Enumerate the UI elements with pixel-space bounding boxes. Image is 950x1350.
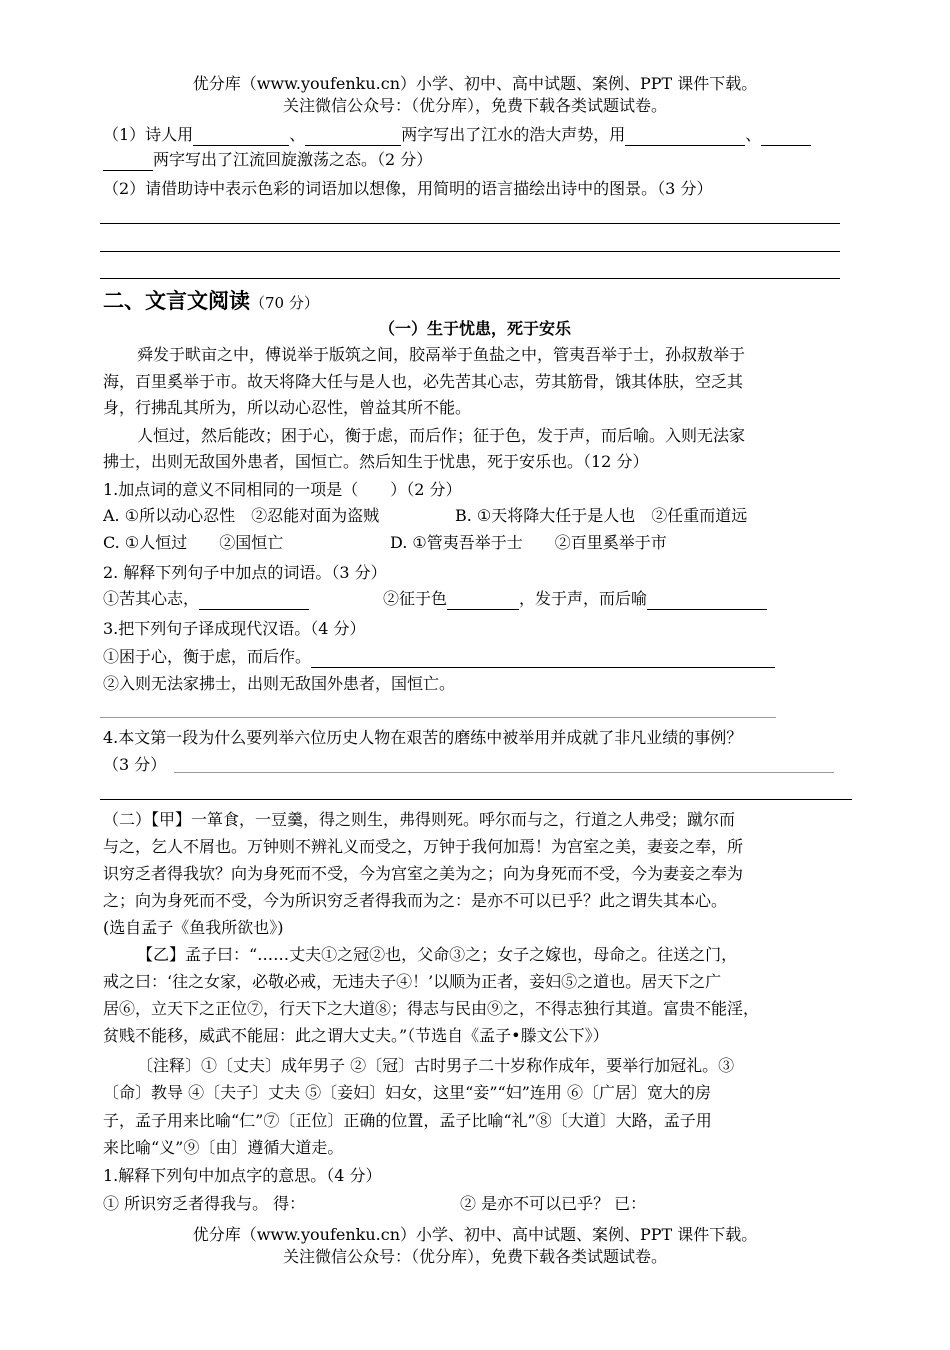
footer-line-1: 优分库（www.youfenku.cn）小学、初中、高中试题、案例、PPT 课件下载。 — [192, 1225, 758, 1244]
option-c: C. ①人恒过 ②国恒亡 — [103, 533, 284, 552]
header-line-2: 关注微信公众号：（优分库），免费下载各类试题试卷。 — [282, 96, 667, 115]
note-line: 子，孟子用来比喻“仁”⑦〔正位〕正确的位置，孟子比喻“礼”⑧〔大道〕大路，孟子用 — [103, 1111, 712, 1130]
passage-line: 身，行拂乱其所为，所以动心忍性，曾益其所不能。 — [103, 398, 472, 417]
note-line: 来比喻“义”⑨〔由〕遵循大道走。 — [103, 1138, 344, 1157]
question-2: 2. 解释下列句子中加点的词语。（3 分） — [103, 563, 387, 582]
question-2-item-2: ②征于色 ，发于声，而后喻 — [383, 588, 767, 610]
part1-title: （一）生于忧患，死于安乐 — [378, 319, 571, 338]
part2-line: 与之，乞人不屑也。万钟则不辨礼义而受之，万钟于我何加焉！为宫室之美，妻妾之奉，所 — [103, 837, 744, 856]
option-b: B. ①天将降大任于是人也 ②任重而道远 — [455, 506, 748, 525]
header-line-1: 优分库（www.youfenku.cn）小学、初中、高中试题、案例、PPT 课件下载。 — [192, 74, 758, 93]
part2-line: 之；向为身死而不受，今为所识穷乏者得我而为之：是亦不可以已乎？此之谓失其本心。 — [103, 891, 728, 910]
question-3-item-1: ①困于心，衡于虑，而后作。 — [103, 646, 775, 668]
yi-line: 戒之曰：‘往之女家，必敬必戒，无违夫子④！’以顺为正者，妾妇⑤之道也。居天下之广 — [103, 972, 722, 991]
part2-line: （二）【甲】一箪食，一豆羹，得之则生，弗得则死。呼尔而与之，行道之人弗受；蹴尔而 — [103, 810, 736, 829]
passage-line: 海，百里奚举于市。故天将降大任与是人也，必先苦其心志，劳其筋骨，饿其体肤，空乏其 — [103, 372, 744, 391]
section-heading: 二、文言文阅读（70 分） — [103, 288, 319, 313]
question-1: 1.加点词的意义不同相同的一项是（ ）（2 分） — [103, 480, 462, 499]
footer-line-2: 关注微信公众号：（优分库），免费下载各类试题试卷。 — [282, 1247, 667, 1266]
answer-line — [100, 223, 840, 224]
question-3-item-2: ②入则无法家拂士，出则无敌国外患者，国恒亡。 — [103, 674, 456, 693]
question-4: 4.本文第一段为什么要列举六位历史人物在艰苦的磨练中被举用并成就了非凡业绩的事例？ — [103, 728, 743, 747]
poem-question-1-cont: 两字写出了江流回旋激荡之态。（2 分） — [103, 149, 432, 171]
answer-line — [100, 251, 840, 252]
answer-line — [100, 278, 840, 279]
part2-question-1-item-2: ② 是亦不可以已乎？ 已： — [460, 1194, 647, 1213]
question-2-item-1: ①苦其心志， — [103, 588, 309, 610]
answer-line — [100, 799, 852, 800]
passage-line: 拂士，出则无敌国外患者，国恒亡。然后知生于忧患，死于安乐也。（12 分） — [103, 452, 649, 471]
note-line: 〔命〕教导 ④〔夫子〕丈夫 ⑤〔妾妇〕妇女，这里“妾”“妇”连用 ⑥〔广居〕宽大的房 — [103, 1083, 711, 1102]
yi-line: 贫贱不能移，威武不能屈：此之谓大丈夫。”（节选自《孟子•滕文公下》） — [103, 1026, 609, 1045]
poem-question-1: （1）诗人用 、 两字写出了江水的浩大声势，用 、 — [103, 124, 811, 146]
note-line: 〔注释〕①〔丈夫〕成年男子 ②〔冠〕古时男子二十岁称作成年，要举行加冠礼。③ — [137, 1056, 735, 1075]
question-4-cont: （3 分） — [103, 755, 167, 774]
question-3: 3.把下列句子译成现代汉语。（4 分） — [103, 619, 366, 638]
option-d: D. ①管夷吾举于士 ②百里奚举于市 — [390, 533, 667, 552]
yi-line: 居⑥，立天下之正位⑦，行天下之大道⑧；得志与民由⑨之，不得志独行其道。富贵不能淫， — [103, 999, 760, 1018]
answer-line — [100, 717, 776, 718]
poem-question-2: （2）请借助诗中表示色彩的词语加以想像，用简明的语言描绘出诗中的图景。（3 分） — [103, 179, 713, 198]
passage-line: 人恒过，然后能改；困于心，衡于虑，而后作；征于色，发于声，而后喻。入则无法家 — [137, 426, 746, 445]
part2-line: 识穷乏者得我欤？向为身死而不受，今为宫室之美为之；向为身死而不受，今为妻妾之奉为 — [103, 864, 744, 883]
answer-line — [174, 772, 834, 773]
option-a: A. ①所以动心忍性 ②忍能对面为盗贼 — [103, 506, 380, 525]
passage-line: 舜发于畎亩之中，傅说举于版筑之间，胶鬲举于鱼盐之中，管夷吾举于士，孙叔敖举于 — [137, 345, 746, 364]
part2-question-1-item-1: ① 所识穷乏者得我与。 得： — [103, 1194, 306, 1213]
part2-question-1: 1.解释下列句中加点字的意思。（4 分） — [103, 1166, 382, 1185]
yi-line: 【乙】孟子曰：“……丈夫①之冠②也，父命③之；女子之嫁也，母命之。往送之门， — [137, 945, 738, 964]
part2-source: (选自孟子《鱼我所欲也》) — [103, 918, 284, 937]
